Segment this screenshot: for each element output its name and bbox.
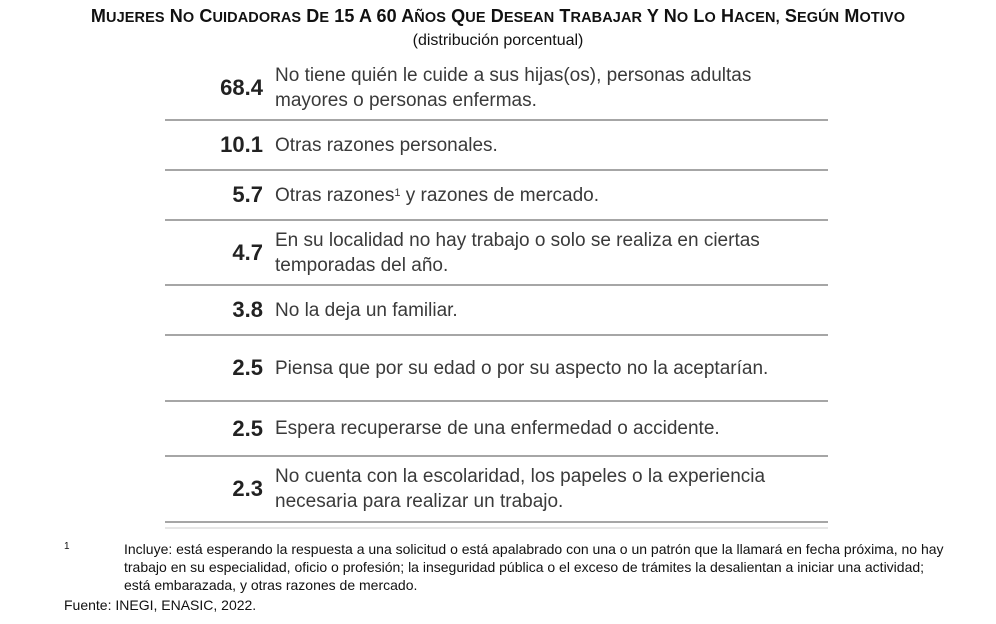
title-word: 15 (334, 6, 355, 26)
table-row (165, 286, 828, 336)
footnote (64, 540, 964, 594)
title-word: A (358, 6, 372, 26)
row-label: Otras razones personales. (275, 134, 498, 156)
row-value: 5.7 (232, 182, 263, 207)
chart-subtitle: (distribución porcentual) (412, 32, 584, 49)
title-word: Y (646, 6, 659, 26)
row-label: Espera recuperarse de una enfermedad o accidente. (275, 418, 720, 439)
row-value: 10.1 (220, 132, 263, 157)
title-word: LO (693, 6, 716, 26)
row-value: 68.4 (220, 75, 263, 100)
row-value: 2.3 (232, 476, 263, 501)
table-row (165, 171, 828, 221)
reasons-table (165, 57, 828, 523)
title-word: TRABAJAR (559, 6, 643, 26)
title-word: NO (169, 6, 195, 26)
row-value: 2.5 (232, 355, 263, 380)
table-row (165, 402, 828, 457)
title-word: MUJERES (90, 6, 165, 26)
title-word: DESEAN (490, 6, 555, 26)
title-word: DE (306, 6, 330, 26)
table-bottom-divider (165, 527, 828, 529)
row-label-part: y razones de mercado. (400, 184, 599, 206)
title-word: 60 (376, 6, 397, 26)
row-label: No cuenta con la escolaridad, los papeles o la experiencia necesaria para realizar un trabajo. (275, 466, 766, 512)
title-word: QUE (451, 6, 486, 26)
title-word: AÑOS (401, 6, 447, 26)
table-row (165, 457, 828, 523)
table-row (165, 121, 828, 171)
row-value: 3.8 (232, 297, 263, 322)
title-word: MOTIVO (844, 6, 906, 26)
table-row (165, 336, 828, 402)
title-word: SEGÚN (784, 6, 840, 26)
row-label: No tiene quién le cuide a sus hijas(os), personas adultas mayores o personas enfermas. (275, 65, 752, 111)
row-label: En su localidad no hay trabajo o solo se realiza en ciertas temporadas del año. (275, 229, 760, 276)
row-value: 2.5 (232, 415, 263, 441)
row-label: Piensa que por su edad o por su aspecto no la aceptarían. (275, 357, 769, 379)
chart-title-text (91, 6, 905, 26)
chart-title (0, 6, 996, 27)
row-label: No la deja un familiar. (275, 299, 458, 321)
row-value: 4.7 (232, 239, 263, 265)
source-note: Fuente: INEGI, ENASIC, 2022. (64, 597, 257, 613)
footnote-ref: 1 (394, 186, 401, 199)
title-word: CUIDADORAS (199, 6, 302, 26)
table-row (165, 221, 828, 286)
footnote-text: Incluye: está esperando la respuesta a una solicitud o está apalabrado con una o un patrón que la llamará en fecha próxima, no hay trabajo en su especialidad, oficio o profesión; la inseguridad pública o el exceso de trámites la desalientan a iniciar una actividad; está embarazada, y otras razones de mercado. (124, 541, 944, 593)
table-row (165, 57, 828, 121)
row-label (275, 183, 828, 208)
row-label-part: Otras razones (275, 184, 395, 206)
title-word: HACEN, (720, 6, 780, 26)
title-word: NO (663, 6, 689, 26)
footnote-mark: 1 (64, 541, 70, 552)
